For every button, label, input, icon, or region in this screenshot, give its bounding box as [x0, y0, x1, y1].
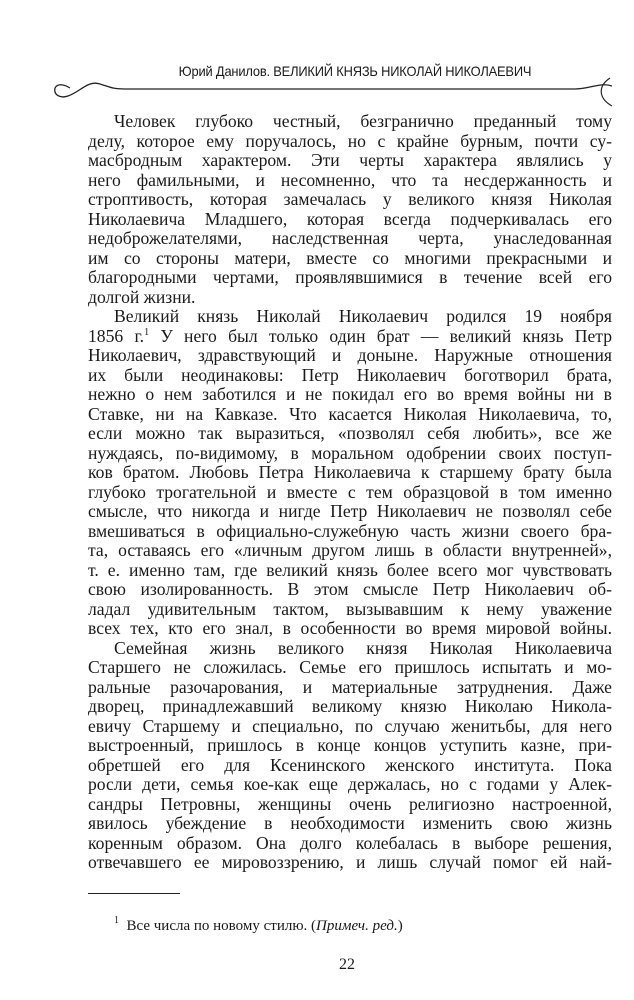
- footnote-text: Все числа по новому стилю. (: [126, 918, 317, 934]
- text-line: благородными чертами, проявлявшимися в течение всей его: [88, 267, 612, 287]
- text-line: Николаевич, здравствующий и доныне. Наружные отношения: [88, 345, 612, 365]
- text-line: ков братом. Любовь Петра Николаевича к старшему брату была: [88, 462, 612, 482]
- text-line: отвечавшего ее мировоззрению, и лишь случай помог ей най-: [88, 852, 612, 872]
- text-line: Николаевича Младшего, которая всегда подчеркивалась его: [88, 208, 612, 229]
- ornamental-rule-icon: [0, 72, 634, 112]
- text-line: [88, 327, 612, 347]
- text-line: ральные разочарования, и материальные затруднения. Даже: [88, 676, 612, 697]
- text-line: нуждаясь, по-видимому, в моральном одобрении своих поступ-: [88, 442, 612, 463]
- footnote-divider: [88, 893, 180, 894]
- text-line: свою изолированность. В этом смысле Петр Николаевич об-: [88, 579, 612, 599]
- text-line: их были неодинаковы: Петр Николаевич боготворил брата,: [88, 364, 612, 385]
- text-line: строптивость, которая замечалась у великого князя Николая: [88, 189, 612, 209]
- text-line: глубоко трогательной и вместе с тем образцовой в том именно: [88, 481, 612, 502]
- text-line: сандры Петровны, женщины очень религиозно настроенной,: [88, 793, 612, 814]
- footnote-close: ): [397, 918, 403, 934]
- text-line: если можно так выразиться, «позволял себя любить», все же: [88, 423, 612, 443]
- text-line: им со стороны матери, вместе со многими прекрасными и: [88, 247, 612, 268]
- text-line: Ставке, ни на Кавказе. Что касается Николая Николаевича, то,: [88, 403, 612, 424]
- body-text: [88, 112, 612, 873]
- running-header: Юрий Данилов. ВЕЛИКИЙ КНЯЗЬ НИКОЛАЙ НИКОЛАЕВИЧ: [178, 63, 532, 79]
- text-line: всех тех, кто его знал, в особенности во время мировой войны.: [88, 618, 612, 638]
- text-line: него фамильными, и несомненно, что та несдержанность и: [88, 169, 612, 190]
- text-line: росли дети, семья кое-как еще держалась, но с годами у Алек-: [88, 774, 612, 794]
- text-line: коренным образом. Она долго колебалась в выборе решения,: [88, 832, 612, 853]
- text-line: Семейная жизнь великого князя Николая Николаевича: [114, 637, 612, 658]
- text-line: Великий князь Николай Николаевич родился 19 ноября: [114, 306, 612, 326]
- text-fragment: У него был только один брат — великий князь Петр: [149, 325, 612, 346]
- footnote: [114, 915, 403, 935]
- text-line: вмешиваться в официально-служебную часть жизни своего бра-: [88, 520, 612, 541]
- text-line: Старшего не сложилась. Семье его пришлось испытать и мо-: [88, 657, 612, 677]
- footnote-italic: Примеч. ред.: [316, 918, 398, 934]
- text-line: делу, которое ему поручалось, но с крайне бурным, почти су-: [88, 130, 612, 151]
- text-line: обретшей его для Ксенинского женского института. Пока: [88, 754, 612, 775]
- footnote-marker: 1: [114, 915, 119, 926]
- text-line: недоброжелателями, наследственная черта, унаследованная: [88, 228, 612, 248]
- text-line: смысле, что никогда и нигде Петр Николаевич не позволял себе: [88, 501, 612, 521]
- text-line: евичу Старшему и специально, по случаю женитьбы, для него: [88, 715, 612, 736]
- text-line: выстроенный, пришлось в конце концов уступить казне, при-: [88, 735, 612, 755]
- text-line: долгой жизни.: [88, 286, 196, 307]
- text-fragment: 1856 г.: [88, 325, 145, 346]
- text-line: та, оставаясь его «личным другом лишь в области внутренней»,: [88, 540, 612, 560]
- text-line: дворец, принадлежавший великому князю Николаю Никола-: [88, 696, 612, 716]
- text-line: явилось убеждение в необходимости изменить свою жизнь: [88, 813, 612, 833]
- text-line: Человек глубоко честный, безгранично преданный тому: [114, 111, 612, 131]
- text-line: ладал удивительным тактом, вызывавшим к нему уважение: [88, 598, 612, 619]
- text-line: нежно о нем заботился и не покидал его во время войны ни в: [88, 384, 612, 404]
- page-number: 22: [339, 956, 355, 973]
- text-line: т. е. именно там, где великий князь более всего мог чувствовать: [88, 559, 612, 580]
- footnote-ref[interactable]: 1: [144, 326, 150, 338]
- text-line: масбродным характером. Эти черты характера являлись у: [88, 150, 612, 170]
